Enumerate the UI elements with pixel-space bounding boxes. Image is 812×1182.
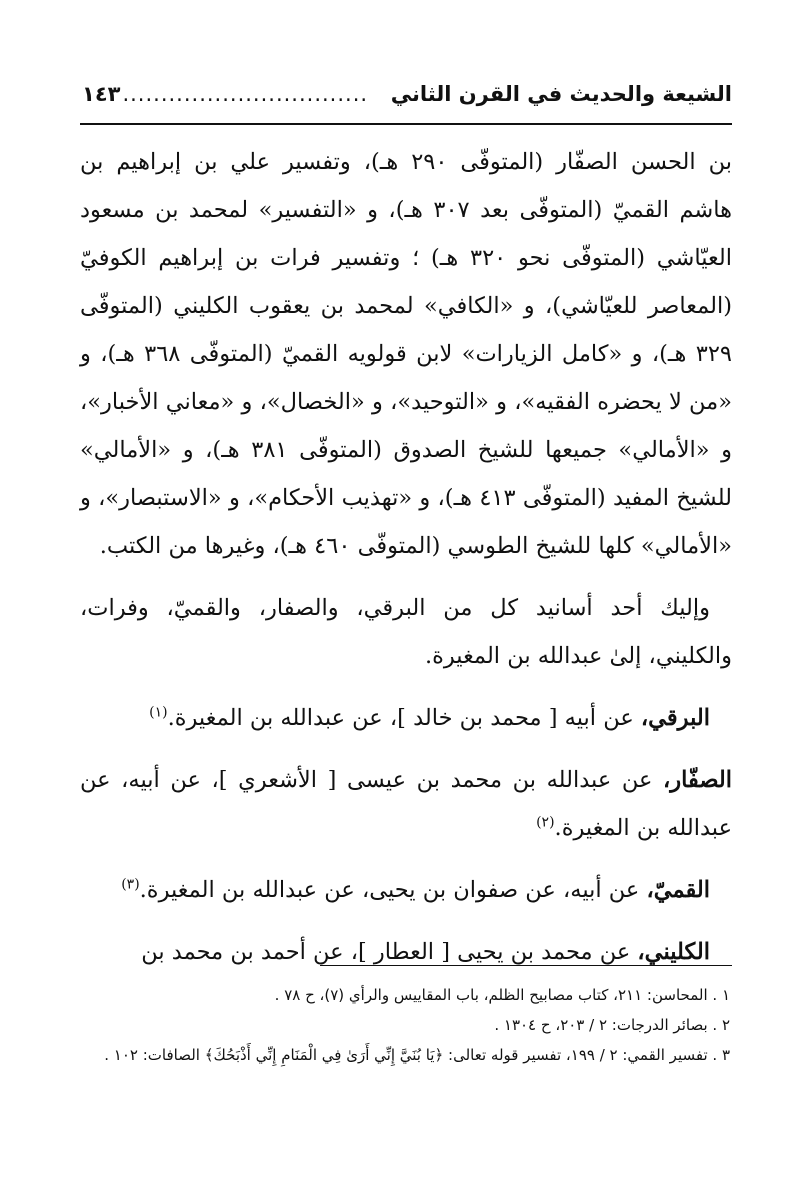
chain-qummi bbox=[80, 866, 732, 914]
main-text bbox=[80, 138, 732, 976]
chain-text: عن أبيه، عن صفوان بن يحيى، عن عبدالله بن المغيرة. bbox=[139, 877, 647, 903]
paragraph-intro-chains: وإليك أحد أسانيد كل من البرقي، والصفار، والقميّ، وفرات، والكليني، إلىٰ عبدالله بن المغيرة. bbox=[80, 595, 732, 669]
footnote-ref[interactable]: (٣) bbox=[121, 876, 140, 893]
footnote-2: ٢ . بصائر الدرجات: ٢ / ٢٠٣، ح ١٣٠٤ . bbox=[494, 1016, 730, 1034]
chain-narrator: الكليني، bbox=[637, 939, 710, 965]
footnote-ref[interactable]: (١) bbox=[149, 704, 168, 721]
footnote-1: ١ . المحاسن: ٢١١، كتاب مصابيح الظلم، باب المقاييس والرأي (٧)، ح ٧٨ . bbox=[274, 986, 730, 1004]
footnote-3: ٣ . تفسير القمي: ٢ / ١٩٩، تفسير قوله تعالى: ﴿يَا بُنَيَّ إِنِّي أَرَىٰ فِي الْمَنَامِ إِنِّي أَذْبَحُكَ﴾ الصافات: ١٠٢ . bbox=[104, 1046, 730, 1064]
footnote-divider bbox=[320, 965, 732, 966]
header-title: الشيعة والحديث في القرن الثاني bbox=[390, 82, 732, 106]
chain-kulayni bbox=[80, 928, 732, 976]
chain-text: عن عبدالله بن محمد بن عيسى [ الأشعري ]، عن أبيه، عن عبدالله بن المغيرة. bbox=[80, 767, 732, 841]
chain-narrator: الصفّار، bbox=[663, 767, 732, 793]
footnote-ref[interactable]: (٢) bbox=[536, 814, 555, 831]
header-divider bbox=[80, 123, 732, 125]
chain-narrator: القميّ، bbox=[646, 877, 710, 903]
chain-barqi bbox=[80, 694, 732, 742]
paragraph-book-list: بن الحسن الصفّار (المتوفّى ٢٩٠ هـ)، وتفسير علي بن إبراهيم بن هاشم القميّ (المتوفّى بعد ٣٠٧ هـ)، و «التفسير» لمحمد بن مسعود العيّاشي (المتوفّى نحو ٣٢٠ هـ) ؛ وتفسير فرات بن إبراهيم الكوفيّ (المعاصر للعيّاشي)، و «الكافي» لمحمد بن يعقوب الكليني (المتوفّى ٣٢٩ هـ)، و «كامل الزيارات» لابن قولويه القميّ (المتوفّى ٣٦٨ هـ)، و «من لا يحضره الفقيه»، و «التوحيد»، و «الخصال»، و «معاني الأخبار»، و «الأمالي» جميعها للشيخ الصدوق (المتوفّى ٣٨١ هـ)، و «الأمالي» للشيخ المفيد (المتوفّى ٤١٣ هـ)، و «تهذيب الأحكام»، و «الاستبصار»، و «الأمالي» كلها للشيخ الطوسي (المتوفّى ٤٦٠ هـ)، وغيرها من الكتب. bbox=[80, 149, 733, 559]
footnotes bbox=[80, 980, 730, 1070]
page-number: ١٤٣ bbox=[82, 82, 121, 106]
header-leader-dots: ................................ bbox=[122, 82, 369, 106]
chain-text: عن أبيه [ محمد بن خالد ]، عن عبدالله بن المغيرة. bbox=[167, 705, 641, 731]
chain-text: عن محمد بن يحيى [ العطار ]، عن أحمد بن محمد بن bbox=[141, 939, 638, 965]
chain-narrator: البرقي، bbox=[640, 705, 710, 731]
running-header bbox=[82, 82, 732, 106]
chain-saffar bbox=[80, 756, 732, 852]
